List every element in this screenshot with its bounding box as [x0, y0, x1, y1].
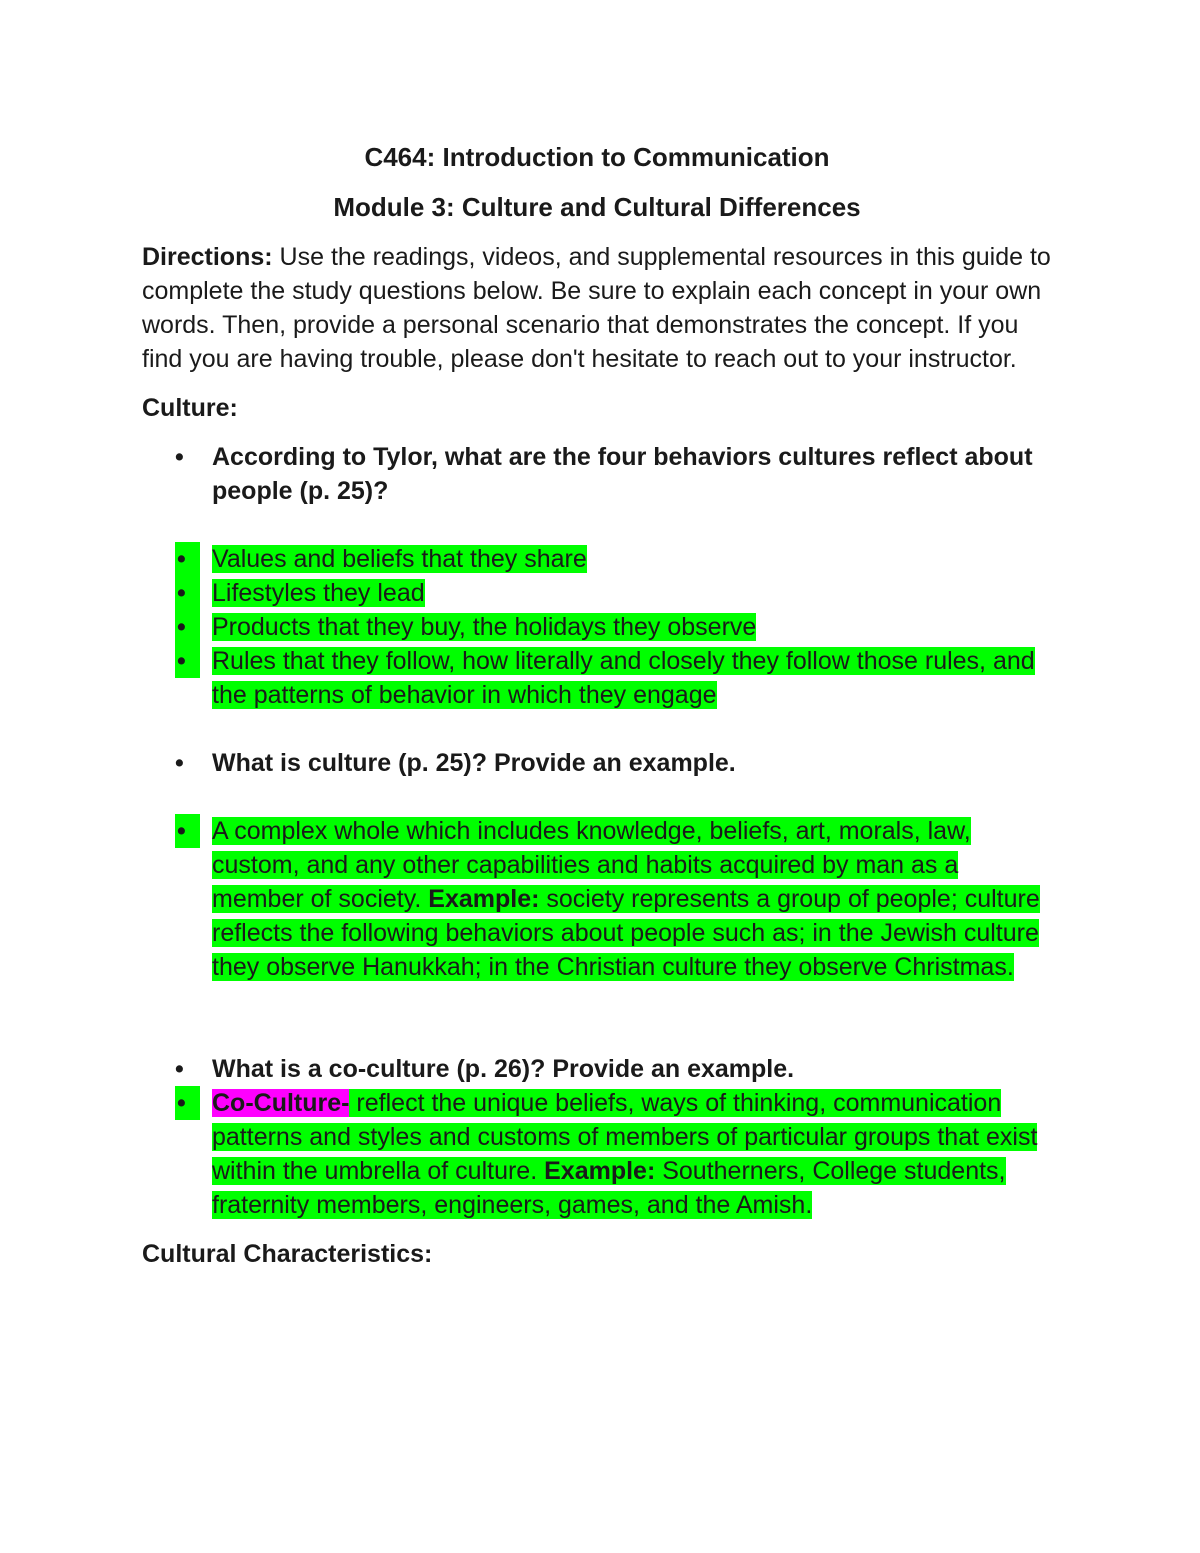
answer-text-continued: Southerners, College students, fraternity members, engineers, games, and the Amish. [212, 1157, 1006, 1219]
question-what-is-co-culture: • What is a co-culture (p. 26)? Provide an example. [142, 1052, 1052, 1086]
answer-text: reflect the unique beliefs, ways of thinking, communication patterns and styles and customs of members of particular groups that exist within the umbrella of culture. [212, 1089, 1038, 1185]
question-list-3 [142, 1052, 1052, 1222]
answer-text: Rules that they follow, how literally and closely they follow those rules, and the patterns of behavior in which they engage [212, 647, 1035, 709]
section-heading-cultural-characteristics: Cultural Characteristics: [142, 1240, 433, 1268]
question-tylor-behaviors: • According to Tylor, what are the four behaviors cultures reflect about people (p. 25)? [142, 440, 1052, 508]
answer-list-2 [142, 814, 1052, 984]
document-subtitle: Module 3: Culture and Cultural Differences [333, 192, 861, 222]
question-what-is-culture: • What is culture (p. 25)? Provide an example. [142, 746, 1052, 780]
section-heading-culture: Culture: [142, 394, 238, 422]
document-content [142, 140, 1052, 1271]
answer-text: Lifestyles they lead [212, 579, 425, 607]
directions-label: Directions: [142, 243, 273, 271]
spacer [142, 780, 1052, 814]
document-title: C464: Introduction to Communication [364, 142, 830, 172]
answer-text: Products that they buy, the holidays they observe [212, 613, 757, 641]
spacer [142, 984, 1052, 1052]
answer-item [142, 1086, 1052, 1222]
answer-item [142, 542, 1052, 576]
example-label: Example: [544, 1157, 656, 1185]
answer-item [142, 814, 1052, 984]
spacer [142, 508, 1052, 542]
answer-text: A complex whole which includes knowledge, beliefs, art, morals, law, custom, and any other capabilities and habits acquired by man as a member of society. [212, 817, 971, 913]
answer-item [142, 576, 1052, 610]
answer-text-continued: society represents a group of people; culture reflects the following behaviors about people such as; in the Jewish culture they observe Hanukkah; in the Christian culture they observe Christmas. [212, 885, 1040, 981]
answer-text: Values and beliefs that they share [212, 545, 587, 573]
answer-list-1 [142, 542, 1052, 712]
question-list-1 [142, 440, 1052, 508]
example-label: Example: [428, 885, 540, 913]
spacer [142, 712, 1052, 746]
co-culture-term: Co-Culture- [212, 1089, 350, 1117]
directions-paragraph [142, 240, 1052, 376]
answer-item [142, 610, 1052, 644]
answer-item [142, 644, 1052, 712]
question-list-2 [142, 746, 1052, 780]
directions-text: Use the readings, videos, and supplemental resources in this guide to complete the study questions below. Be sure to explain each concept in your own words. Then, provide a personal scenario that demonstrates the concept. If you find you are having trouble, please don't hesitate to reach out to your instructor. [142, 243, 1051, 373]
